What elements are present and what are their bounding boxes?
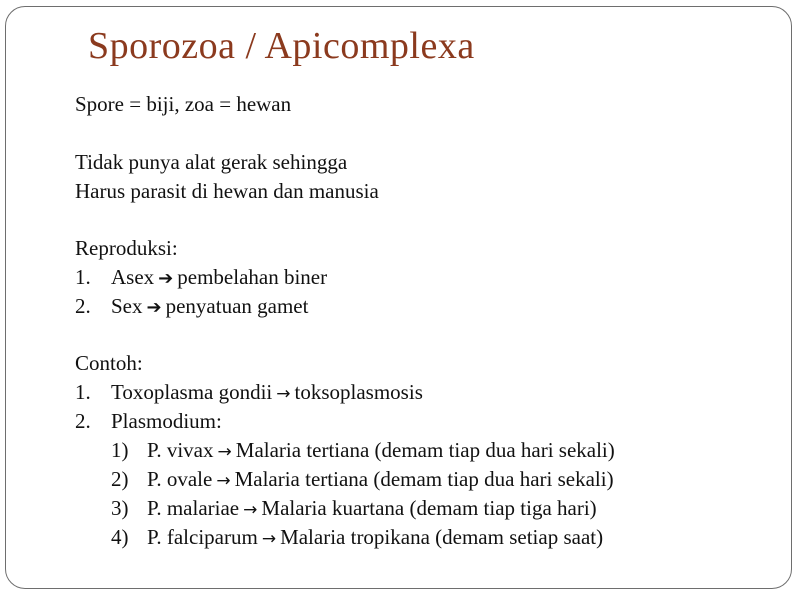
example-item (75, 382, 423, 403)
locomotion-line-2: Harus parasit di hewan dan manusia (75, 179, 379, 203)
example-term: Plasmodium: (111, 409, 222, 433)
species-name: P. ovale (147, 467, 213, 491)
sublist-number: 4) (111, 525, 129, 549)
plasmodium-item (111, 469, 614, 490)
list-number: 2. (75, 409, 91, 433)
arrow-icon: → (276, 384, 291, 404)
reproduction-term: Asex (111, 265, 155, 289)
arrow-icon: → (243, 500, 258, 520)
example-result: toksoplasmosis (294, 380, 423, 404)
disease-description: Malaria kuartana (demam tiap tiga hari) (261, 496, 597, 520)
example-term: Toxoplasma gondii (111, 380, 273, 404)
disease-description: Malaria tropikana (demam setiap saat) (280, 525, 604, 549)
reproduction-result: penyatuan gamet (165, 294, 309, 318)
sublist-number: 3) (111, 496, 129, 520)
sublist-number: 1) (111, 438, 129, 462)
disease-description: Malaria tertiana (demam tiap dua hari sekali) (234, 467, 614, 491)
plasmodium-item (111, 527, 603, 548)
bold-arrow-icon: ➔ (146, 297, 162, 318)
bold-arrow-icon: ➔ (158, 268, 174, 289)
arrow-icon: → (217, 442, 232, 462)
list-number: 1. (75, 265, 91, 289)
reproduction-term: Sex (111, 294, 143, 318)
list-number: 2. (75, 294, 91, 318)
disease-description: Malaria tertiana (demam tiap dua hari sekali) (235, 438, 615, 462)
example-item (75, 411, 222, 432)
locomotion-line-1: Tidak punya alat gerak sehingga (75, 150, 348, 174)
species-name: P. falciparum (147, 525, 258, 549)
plasmodium-item (111, 440, 615, 461)
sublist-number: 2) (111, 467, 129, 491)
list-number: 1. (75, 380, 91, 404)
reproduction-item (75, 296, 308, 317)
definition-line: Spore = biji, zoa = hewan (75, 92, 292, 116)
arrow-icon: → (261, 529, 277, 549)
reproduction-item (75, 267, 327, 288)
reproduction-result: pembelahan biner (177, 265, 328, 289)
species-name: P. malariae (147, 496, 240, 520)
species-name: P. vivax (147, 438, 214, 462)
arrow-icon: → (216, 471, 231, 491)
reproduction-heading: Reproduksi: (75, 236, 178, 260)
plasmodium-item (111, 498, 597, 519)
slide-title: Sporozoa / Apicomplexa (88, 25, 475, 67)
examples-heading: Contoh: (75, 351, 143, 375)
